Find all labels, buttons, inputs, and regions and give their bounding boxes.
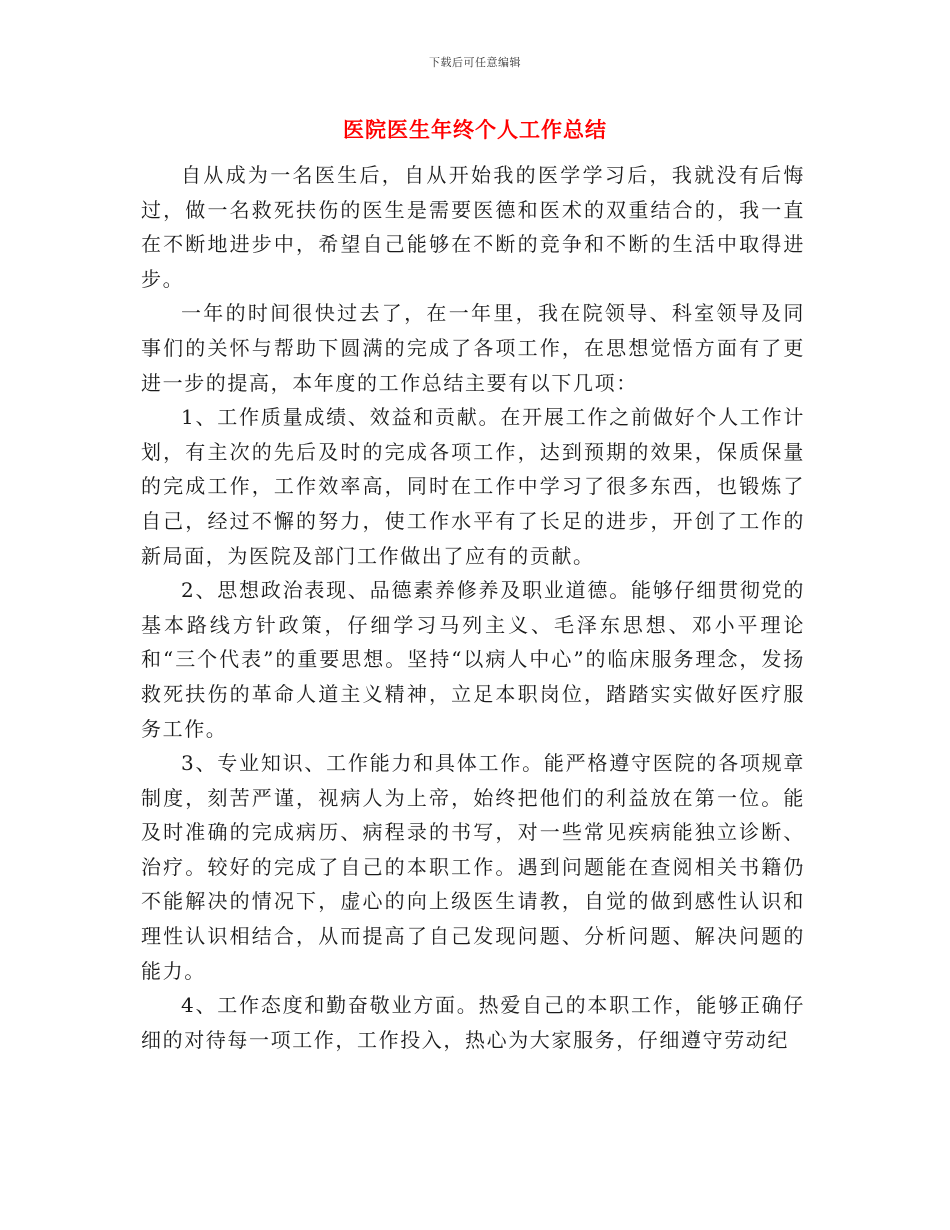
paragraph-item-2: 2、思想政治表现、品德素养修养及职业道德。能够仔细贯彻党的基本路线方针政策，仔细学习马列主义、毛泽东思想、邓小平理论和“三个代表”的重要思想。坚持“以病人中心”的临床服务理念，发扬救死扶伤的革命人道主义精神，立足本职岗位，踏踏实实做好医疗服务工作。 [141, 578, 805, 741]
paragraph-item-1: 1、工作质量成绩、效益和贡献。在开展工作之前做好个人工作计划，有主次的先后及时的完成各项工作，达到预期的效果，保质保量的完成工作，工作效率高，同时在工作中学习了很多东西，也锻炼了自己，经过不懈的努力，使工作水平有了长足的进步，开创了工作的新局面，为医院及部门工作做出了应有的贡献。 [141, 405, 805, 568]
document-title: 医院医生年终个人工作总结 [343, 118, 607, 142]
document-body [141, 158, 805, 1057]
paragraph-item-4: 4、工作态度和勤奋敬业方面。热爱自己的本职工作，能够正确仔细的对待每一项工作，工作投入，热心为大家服务，仔细遵守劳动纪 [141, 993, 805, 1052]
paragraph-intro: 自从成为一名医生后，自从开始我的医学学习后，我就没有后悔过，做一名救死扶伤的医生是需要医德和医术的双重结合的，我一直在不断地进步中，希望自己能够在不断的竞争和不断的生活中取得进步。 [141, 163, 805, 291]
paragraph-item-3: 3、专业知识、工作能力和具体工作。能严格遵守医院的各项规章制度，刻苦严谨，视病人为上帝，始终把他们的利益放在第一位。能及时准确的完成病历、病程录的书写，对一些常见疾病能独立诊断、治疗。较好的完成了自己的本职工作。遇到问题能在查阅相关书籍仍不能解决的情况下，虚心的向上级医生请教，自觉的做到感性认识和理性认识相结合，从而提高了自己发现问题、分析问题、解决问题的能力。 [141, 751, 805, 983]
paragraph-overview: 一年的时间很快过去了，在一年里，我在院领导、科室领导及同事们的关怀与帮助下圆满的完成了各项工作，在思想觉悟方面有了更进一步的提高，本年度的工作总结主要有以下几项： [141, 301, 805, 395]
header-note: 下载后可任意编辑 [429, 56, 521, 69]
